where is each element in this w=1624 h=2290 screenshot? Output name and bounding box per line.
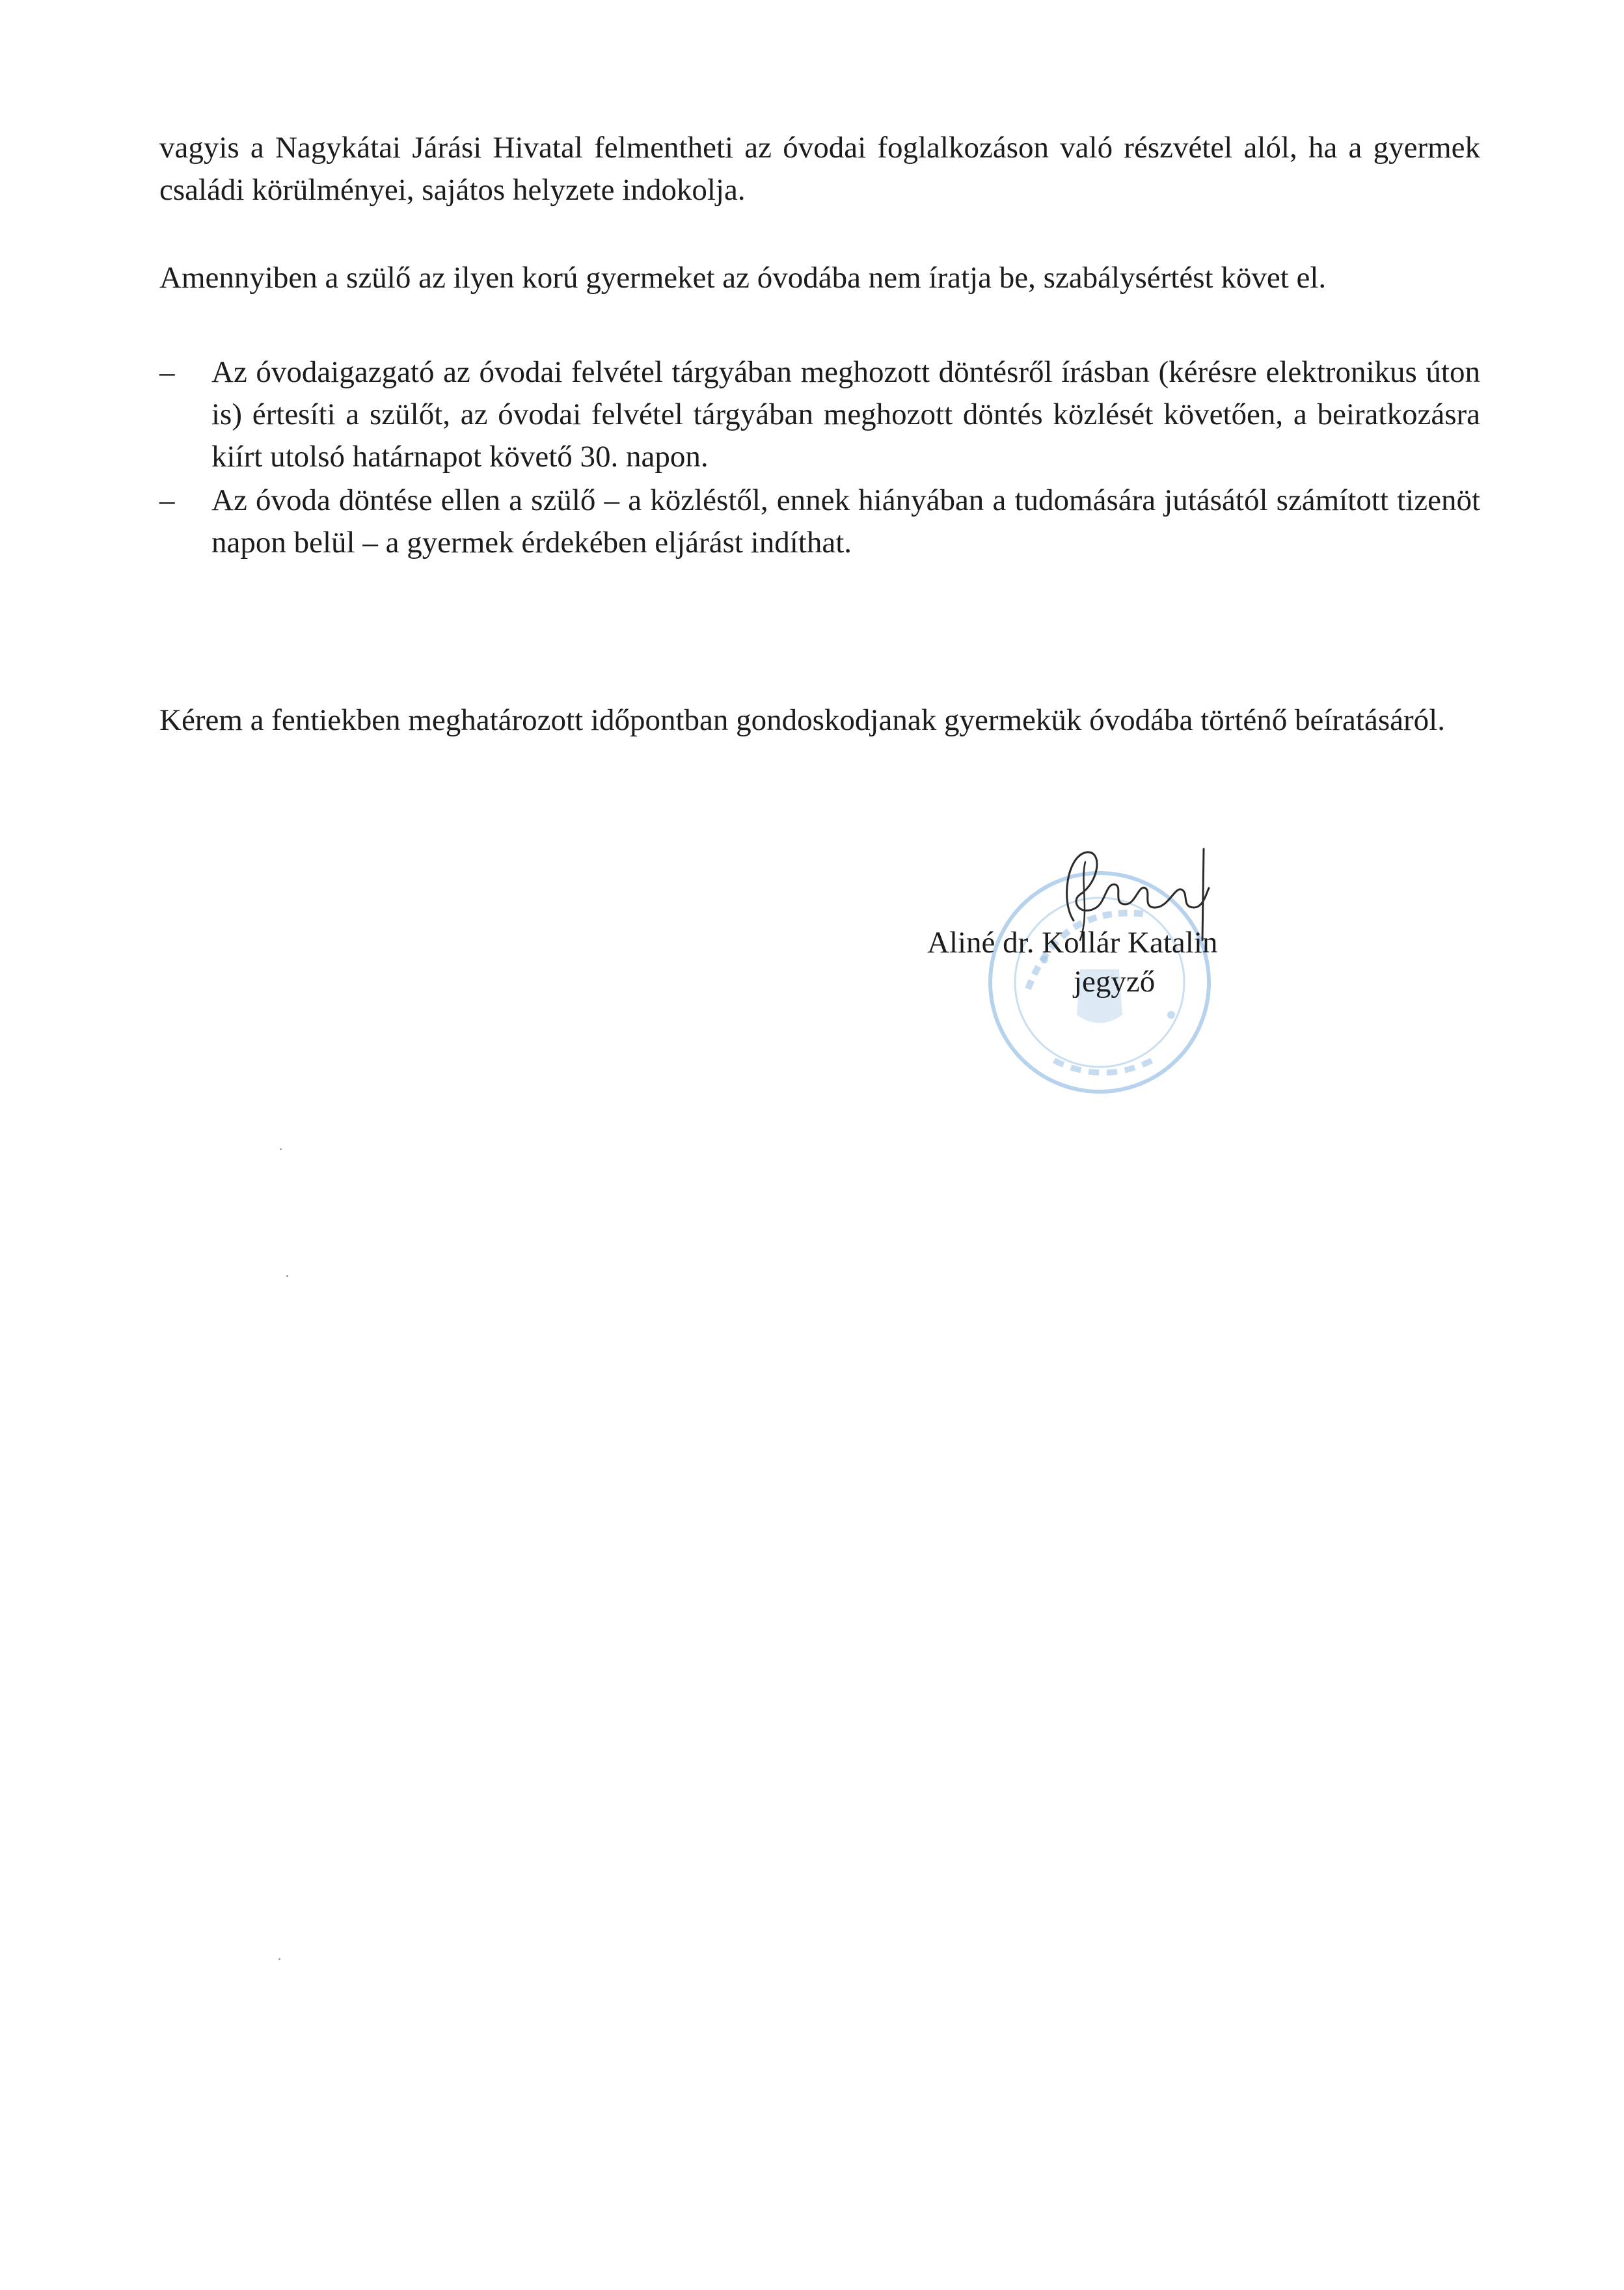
signatory-name: Aliné dr. Kollár Katalin <box>927 926 1218 960</box>
scan-speck <box>278 1958 280 1960</box>
signatory-title: jegyző <box>1074 965 1156 999</box>
list-item-text: Az óvoda döntése ellen a szülő – a közléstől, ennek hiányában a tudomására jutásától számított tizenöt napon belül – a gyermek érdekében eljárást indíthat. <box>211 483 1480 559</box>
list-item <box>159 479 1480 564</box>
list-dash: – <box>159 355 175 389</box>
paragraph-request: Kérem a fentiekben meghatározott időpontban gondoskodjanak gyermekük óvodába történő beíratásáról. <box>159 703 1445 737</box>
notice-list <box>159 351 1480 565</box>
scan-speck <box>280 1148 282 1150</box>
list-item-text: Az óvodaigazgató az óvodai felvétel tárgyában meghozott döntésről írásban (kérésre elektronikus úton is) értesíti a szülőt, az óvodai felvétel tárgyában meghozott döntés közlését követően, a beiratkozásra kiírt utolsó határnapot követő 30. napon. <box>211 355 1480 474</box>
paragraph-offence: Amennyiben a szülő az ilyen korú gyermeket az óvodába nem íratja be, szabálysértést követ el. <box>159 261 1327 295</box>
list-dash: – <box>159 483 175 517</box>
paragraph-exemption: vagyis a Nagykátai Járási Hivatal felmentheti az óvodai foglalkozáson való részvétel alól, ha a gyermek családi körülményei, sajátos helyzete indokolja. <box>159 131 1480 207</box>
scan-speck <box>286 1275 288 1277</box>
list-item <box>159 351 1480 478</box>
